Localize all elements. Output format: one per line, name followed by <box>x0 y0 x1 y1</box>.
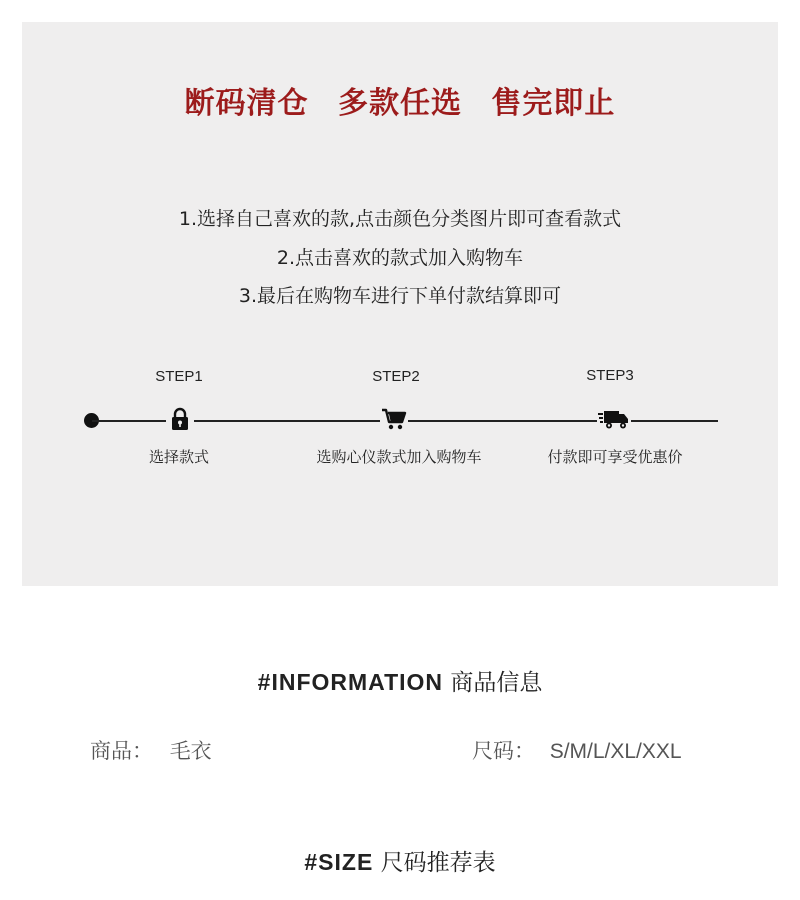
lock-icon <box>166 405 194 433</box>
product-label: 商品： <box>90 739 153 763</box>
size-heading-cn: 尺码推荐表 <box>380 850 496 876</box>
delivery-truck-icon <box>597 405 631 433</box>
instruction-line-3: 3.最后在购物车进行下单付款结算即可 <box>238 285 562 307</box>
size-info <box>472 735 682 765</box>
step3-title: STEP3 <box>586 367 634 384</box>
information-heading-cn: 商品信息 <box>450 670 543 696</box>
product-value: 毛衣 <box>169 739 212 763</box>
step2-label: 选购心仪款式加入购物车 <box>316 448 482 466</box>
product-info <box>90 735 212 765</box>
cart-icon <box>380 405 408 433</box>
step3-label: 付款即可享受优惠价 <box>547 448 683 466</box>
information-heading-en: #INFORMATION <box>257 669 444 695</box>
instruction-line-1: 1.选择自己喜欢的款,点击颜色分类图片即可查看款式 <box>178 208 622 230</box>
size-chart-heading <box>0 844 800 877</box>
size-value: S/M/L/XL/XXL <box>549 740 682 763</box>
step2-title: STEP2 <box>372 368 420 385</box>
promo-headline: 断码清仓 多款任选 售完即止 <box>184 86 616 121</box>
step1-title: STEP1 <box>155 368 203 385</box>
step1-label: 选择款式 <box>148 448 209 466</box>
instruction-line-2: 2.点击喜欢的款式加入购物车 <box>276 247 524 269</box>
size-label: 尺码： <box>472 739 535 763</box>
size-heading-en: #SIZE <box>304 849 374 875</box>
information-heading <box>0 664 800 697</box>
